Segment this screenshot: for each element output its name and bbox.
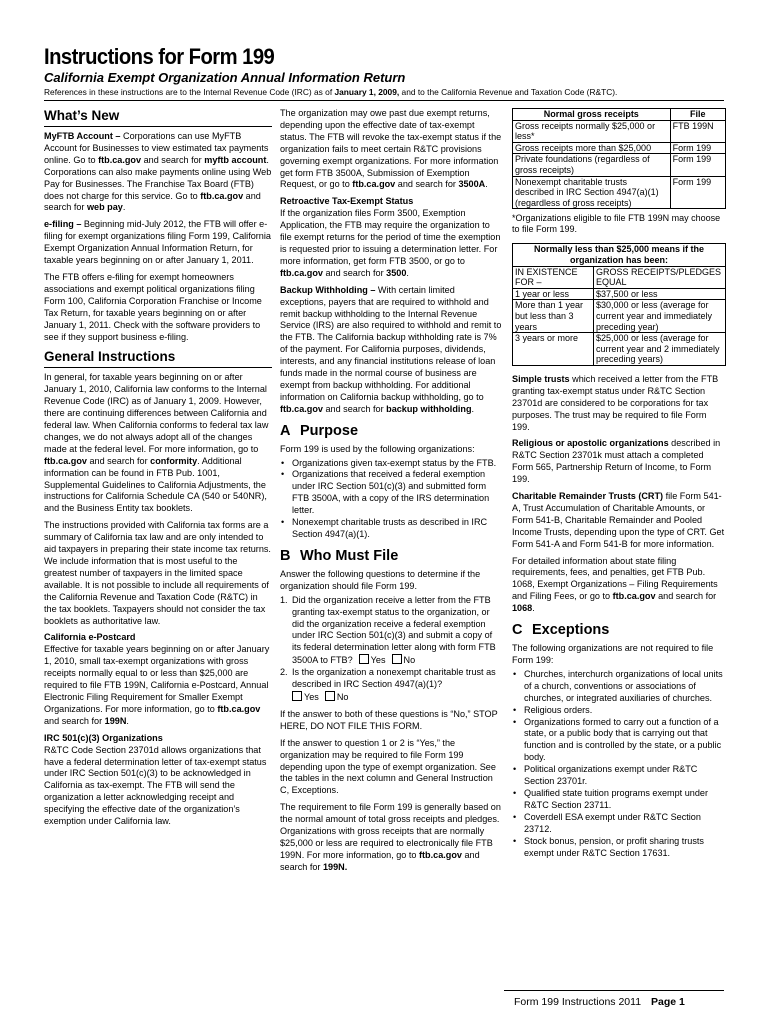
exceptions-intro: The following organizations are not required to file Form 199:: [512, 643, 714, 665]
irc-paragraph: R&TC Code Section 23701d allows organizations that have a federal determination letter of tax-exempt status under IRC Section 501(c)(3) to be acknowledged in California as tax-exempt. The FTB will send the organization a letter acknowledging receipt and specifying the effective date of the organization’s exemption under California law.: [44, 744, 267, 827]
questions-list: [280, 595, 502, 704]
table-footnote: *Organizations eligible to file FTB 199N may choose to file Form 199.: [512, 213, 721, 235]
header-rule: [44, 100, 724, 101]
table-header: IN EXISTENCE FOR –: [513, 266, 594, 288]
table-row: 3 years or more $25,000 or less (average for current year and 2 immediately preceding years): [513, 333, 726, 366]
table-row: Nonexempt charitable trusts described in IRC Section 4947(a)(1) (regardless of gross receipts) Form 199: [513, 176, 726, 209]
purpose-intro: Form 199 is used by the following organizations:: [280, 443, 475, 454]
yes-checkbox[interactable]: [292, 691, 302, 701]
list-item: • Qualified state tuition programs exempt under R&TC Section 23711.: [524, 788, 726, 812]
column-3: [512, 108, 726, 864]
general-paragraph-1: In general, for taxable years beginning on or after January 1, 2010, California law conforms to the Internal Revenue Code (IRC) as of January 1, 2009. However, there are continuing differences between California and federal law. When California conforms to federal tax law changes, we do not always adopt all of the changes made at the federal level. For more information, go to ftb.ca.gov and search for conformity. Additional information can be found in FTB Pub. 1001, Supplemental Guidelines to California Adjustments, the instructions for California Schedule CA (540 or 540NR), and the Business Entity tax booklets.: [44, 372, 269, 514]
question-2: 2. Is the organization a nonexempt charitable trust as described in IRC Section 4947(a)(1)? Yes No: [280, 667, 496, 702]
list-item: • Churches, interchurch organizations of local units of a church, conventions or associations of churches, or integrated auxiliaries of churches.: [524, 669, 726, 705]
efiling-paragraph: e-filing – Beginning mid-July 2012, the FTB will offer e-filing for exempt organizations filing Form 199, California Exempt Organization Annual Information Return, for taxable years beginning on or after January 1, 2011.: [44, 219, 271, 266]
myftb-paragraph: MyFTB Account – Corporations can use MyFTB Account for Businesses to view estimated tax payments online. Go to ftb.ca.gov and search for myftb account. Corporations can also make payments online using Web Pay for Businesses. The Franchise Tax Board (FTB) does not charge for this service. Go to ftb.ca.gov and search for web pay.: [44, 131, 272, 213]
general-instructions-heading: General Instructions: [44, 349, 272, 368]
table-header: Normal gross receipts: [513, 109, 671, 121]
yes-answer-paragraph: If the answer to question 1 or 2 is “Yes,” the organization may be required to file Form 199 depending upon the type of exempt organization. See the tables in the next column and General Instruction C, Exceptions.: [280, 737, 496, 796]
page-footer: Form 199 Instructions 2011 Page 1: [514, 996, 685, 1008]
retroactive-heading: Retroactive Tax-Exempt Status: [280, 196, 414, 207]
epostcard-paragraph: Effective for taxable years beginning on or after January 1, 2010, small tax-exempt organizations with gross receipts normally equal to or less than $25,000 are required to file FTB 199N, California e-Postcard, Annual Electronic Filing Requirement for Smaller Exempt Organizations. For more information, go to ftb.ca.gov and search for 199N.: [44, 644, 270, 726]
retroactive-paragraph: If the organization files Form 3500, Exemption Application, the FTB may require the organization to file exempt returns for the period of time the exemption is requested prior to issuing a determination letter. For more information, get form FTB 3500, or go to ftb.ca.gov and search for 3500.: [280, 208, 501, 278]
table-header: GROSS RECEIPTS/PLEDGES EQUAL: [593, 266, 725, 288]
exempt-returns-paragraph: The organization may owe past due exempt returns, depending upon the effective date of tax-exempt status. The FTB will revoke the tax-exempt status if the organization fails to meet certain R&TC provisions governing exempt organizations. For more information get form FTB 3500A, Submission of Exemption Request, or go to ftb.ca.gov and search for 3500A.: [280, 108, 502, 190]
no-answer-paragraph: If the answer to both of these questions is “No,” STOP HERE, DO NOT FILE THIS FORM.: [280, 708, 498, 731]
crt-paragraph: Charitable Remainder Trusts (CRT) file Form 541-A, Trust Accumulation of Charitable Amounts, or Form 541-B, Charitable Remainder and Pooled Income Trusts, depending upon the type of CRT. Get Form 541-A and Form 541-B for more information.: [512, 491, 725, 549]
epostcard-heading: California e-Postcard: [44, 632, 136, 643]
gross-receipts-table: [512, 108, 726, 209]
references-line: References in these instructions are to the Internal Revenue Code (IRC) as of January 1, 2009, and to the California Revenue and Taxation Code (R&TC).: [44, 87, 618, 97]
general-paragraph-2: The instructions provided with California tax forms are a summary of California tax law and are only intended to aid taxpayers in preparing their state income tax returns. We include information that is most useful to the greatest number of taxpayers in the limited space available. It is not possible to include all requirements of the California Revenue and Taxation Code (R&TC) in the tax booklets. Taxpayers should not consider the tax booklets as authoritative law.: [44, 520, 271, 626]
list-item: • Organizations formed to carry out a function of a state, or a public body that is carrying out that function and is controlled by the state, or a public body.: [524, 717, 726, 765]
irc-heading: IRC 501(c)(3) Organizations: [44, 732, 163, 743]
simple-trusts-paragraph: Simple trusts which received a letter from the FTB granting tax-exempt status under R&TC Section 23701d are considered to be corporations for tax purposes. The trust may be required to file Form 199.: [512, 373, 719, 432]
list-item: • Nonexempt charitable trusts as described in IRC Section 4947(a)(1).: [292, 517, 502, 541]
table-header: File: [670, 109, 725, 121]
exceptions-list: [512, 669, 726, 860]
column-1: [44, 108, 272, 833]
requirement-paragraph: The requirement to file Form 199 is generally based on the normal amount of total gross receipts and pledges. Organizations with gross receipts that are normally $25,000 or less are required to electronically file FTB 199N. For more information, go to ftb.ca.gov and search for 199N.: [280, 802, 501, 872]
list-item: • Organizations that received a federal exemption under IRC Section 501(c)(3) and submitted form FTB 3500A, with a copy of the IRS determination letter.: [292, 469, 502, 517]
table-row: Gross receipts more than $25,000 Form 199: [513, 142, 726, 154]
page-title: Instructions for Form 199: [44, 44, 275, 69]
list-item: • Organizations given tax-exempt status by the FTB.: [292, 458, 502, 470]
table-title-row: [513, 244, 726, 266]
list-item: • Coverdell ESA exempt under R&TC Section 23712.: [524, 812, 726, 836]
backup-withholding-paragraph: Backup Withholding – With certain limited exceptions, payers that are required to withhold and remit backup withholding to the Internal Revenue Service (IRS) are also required to withhold and remit to the FTB. The California backup withholding rate is 7% of the payment. For California purposes, dividends, interests, and any financial institutions release of loan funds made in the normal course of business are exempt from backup withholding. For additional information on California backup withholding, go to ftb.ca.gov and search for backup withholding.: [280, 284, 502, 414]
table-header-row: [513, 266, 726, 288]
table-header-row: [513, 109, 726, 121]
column-2: [280, 108, 502, 879]
page-subtitle: California Exempt Organization Annual Information Return: [44, 70, 406, 85]
section-a-heading: A Purpose: [280, 422, 359, 439]
list-item: • Political organizations exempt under R&TC Section 23701r.: [524, 764, 726, 788]
section-c-heading: C Exceptions: [512, 622, 610, 639]
table-row: More than 1 year but less than 3 years $30,000 or less (average for current year and immediately preceding year): [513, 300, 726, 333]
yes-checkbox[interactable]: [359, 654, 369, 664]
who-must-file-intro: Answer the following questions to determine if the organization should file Form 199.: [280, 568, 481, 591]
religious-paragraph: Religious or apostolic organizations described in R&TC Section 23701k must attach a completed Form 565, Partnership Return of Income, to Form 199.: [512, 438, 721, 485]
page-number: Page 1: [651, 996, 685, 1008]
efiling-paragraph-2: The FTB offers e-filing for exempt homeowners associations and exempt political organizations filing Form 100, California Corporation Franchise or Income Tax Return, for taxable years beginning on or after January 1, 2011. Check with the software providers to see if they support business e-filing.: [44, 271, 262, 342]
table-row: Gross receipts normally $25,000 or less* FTB 199N: [513, 120, 726, 142]
question-1: 1. Did the organization receive a letter from the FTB granting tax-exempt status to the organization, or did the organization receive a federal exemption under IRC Section 501(c)(3) and submit a copy of its federal determination letter along with form FTB 3500A to FTB? Yes No: [280, 594, 496, 666]
no-checkbox[interactable]: [392, 654, 402, 664]
footer-rule: [504, 990, 724, 991]
table-title: Normally less than $25,000 means if the organization has been:: [513, 244, 726, 266]
detailed-info-paragraph: For detailed information about state filing requirements, fees, and penalties, get FTB Pub. 1068, Exempt Organizations – Filing Requirements and Filing Fees, or go to ftb.ca.gov and search for 1068.: [512, 555, 718, 614]
list-item: • Stock bonus, pension, or profit sharing trusts exempt under R&TC Section 17631.: [524, 836, 726, 860]
table-row: 1 year or less $37,500 or less: [513, 288, 726, 300]
list-item: • Religious orders.: [524, 705, 726, 717]
table-row: Private foundations (regardless of gross receipts) Form 199: [513, 154, 726, 176]
existence-table: [512, 243, 726, 366]
purpose-list: [280, 458, 502, 541]
no-checkbox[interactable]: [325, 691, 335, 701]
whats-new-heading: What’s New: [44, 108, 272, 127]
section-b-heading: B Who Must File: [280, 547, 399, 564]
